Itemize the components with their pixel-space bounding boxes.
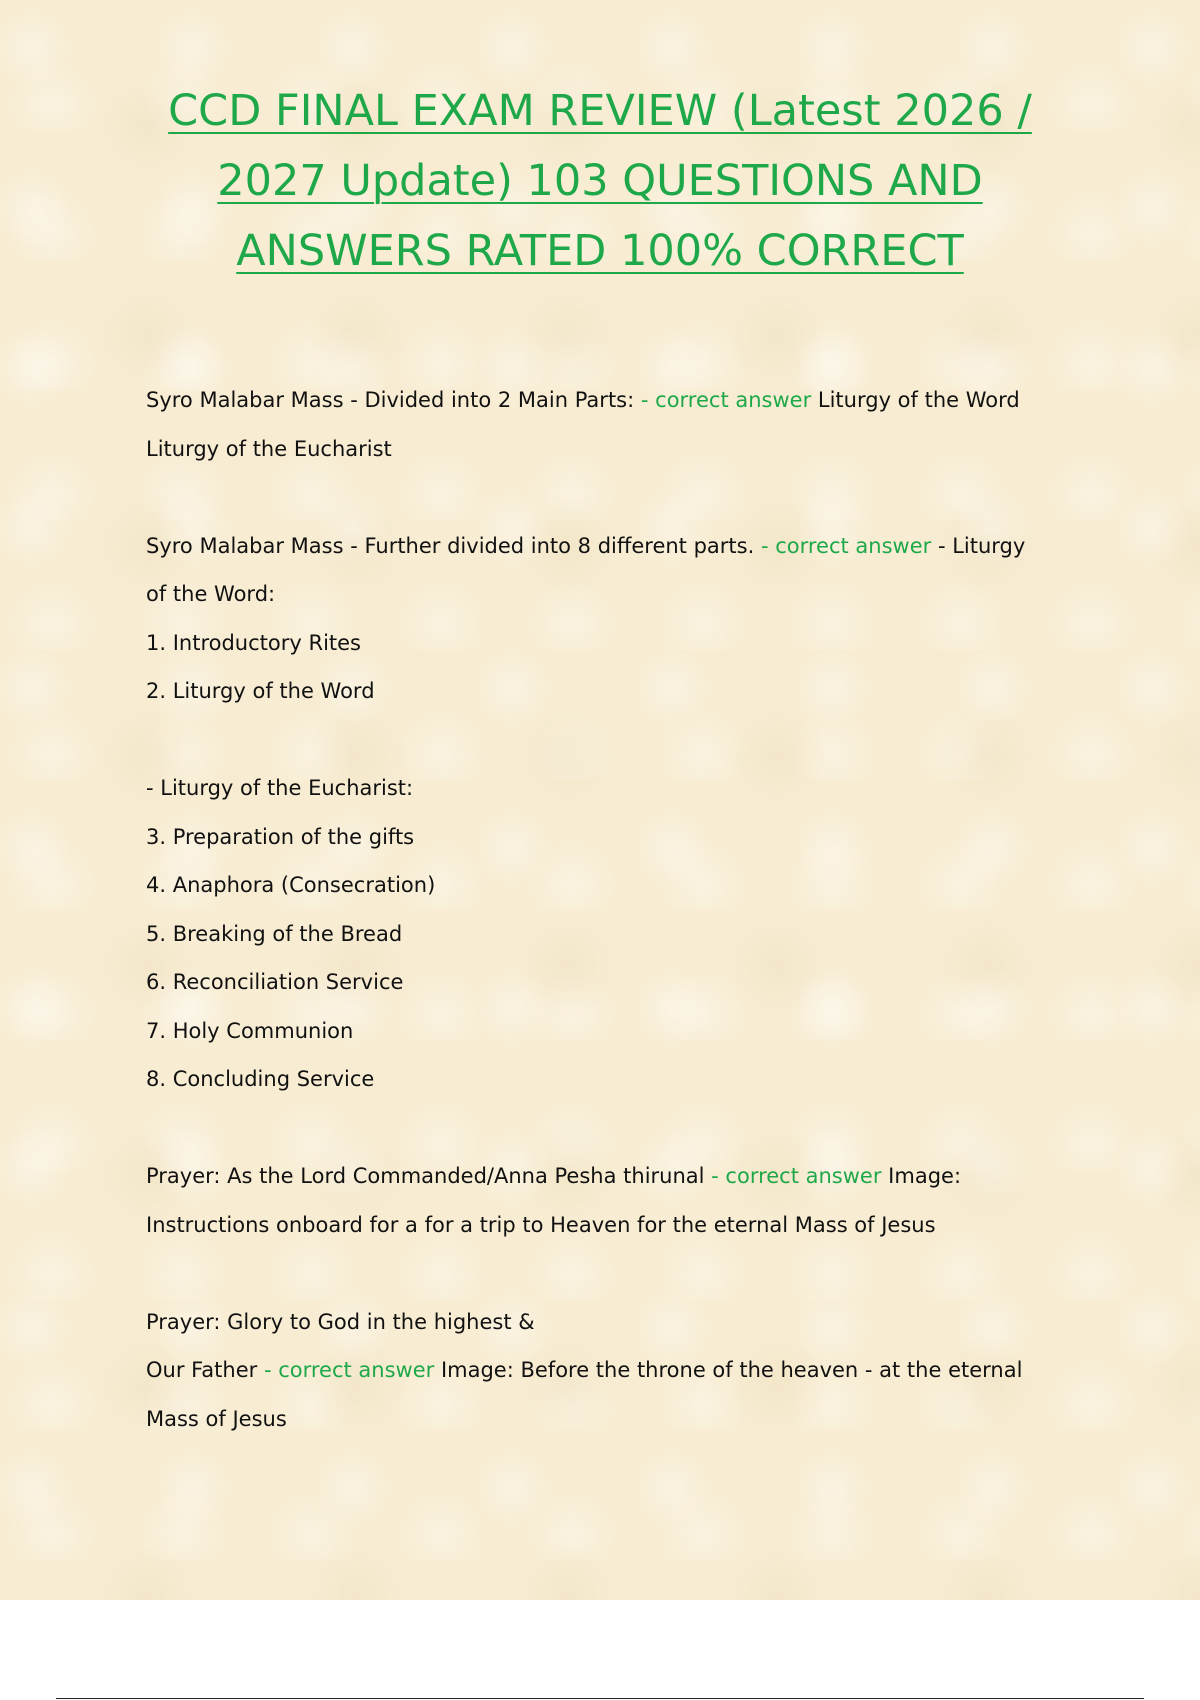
answer-line: 5. Breaking of the Bread — [146, 921, 403, 946]
spacer — [146, 1249, 1076, 1298]
title-line: ANSWERS RATED 100% CORRECT — [236, 226, 964, 276]
answer-line: 6. Reconciliation Service — [146, 970, 404, 994]
qa-item — [146, 376, 1076, 473]
answer-line: of the Word: — [146, 582, 276, 606]
question-line — [146, 376, 1076, 425]
qa-item — [146, 1298, 1076, 1444]
answer-line: 2. Liturgy of the Word — [146, 679, 375, 703]
question-line: Prayer: Glory to God in the highest & — [146, 1309, 535, 1334]
question-text: Syro Malabar Mass - Further divided into 8 different parts. — [146, 533, 755, 558]
answer-line: - Liturgy of the Eucharist: — [146, 776, 414, 800]
correct-answer-marker: - correct answer — [640, 388, 812, 412]
spacer — [146, 473, 1076, 522]
answer-line: Liturgy of the Eucharist — [146, 436, 392, 461]
document-title — [120, 76, 1080, 286]
correct-answer-marker: - correct answer — [263, 1358, 435, 1382]
answer-line: 1. Introductory Rites — [146, 630, 361, 655]
question-text: Our Father — [146, 1358, 258, 1382]
answer-line: 8. Concluding Service — [146, 1067, 375, 1091]
question-line — [146, 1346, 1076, 1395]
spacer — [146, 1104, 1076, 1153]
correct-answer-marker: - correct answer — [760, 533, 932, 558]
title-line: CCD FINAL EXAM REVIEW (Latest 2026 / — [168, 86, 1032, 136]
answer-text: - Liturgy — [937, 533, 1026, 558]
answer-line: Instructions onboard for a for a trip to Heaven for the eternal Mass of Jesus — [146, 1212, 936, 1237]
answer-text: Liturgy of the Word — [817, 388, 1020, 412]
answer-line: 3. Preparation of the gifts — [146, 824, 415, 849]
qa-item — [146, 1152, 1076, 1249]
answer-line: 4. Anaphora (Consecration) — [146, 873, 436, 897]
question-line — [146, 1152, 1076, 1201]
footer-divider — [56, 1698, 1144, 1699]
qa-list — [146, 376, 1076, 1443]
correct-answer-marker: - correct answer — [711, 1164, 882, 1188]
question-line — [146, 522, 1076, 571]
title-line: 2027 Update) 103 QUESTIONS AND — [217, 156, 983, 206]
answer-text: Image: Before the throne of the heaven - at the eternal — [440, 1358, 1023, 1382]
answer-line: Mass of Jesus — [146, 1406, 287, 1431]
answer-line: 7. Holy Communion — [146, 1018, 354, 1043]
spacer — [146, 716, 1076, 765]
question-text: Prayer: As the Lord Commanded/Anna Pesha thirunal — [146, 1164, 705, 1188]
answer-text: Image: — [888, 1164, 962, 1188]
question-text: Syro Malabar Mass - Divided into 2 Main Parts: — [146, 388, 635, 412]
qa-item — [146, 522, 1076, 1104]
